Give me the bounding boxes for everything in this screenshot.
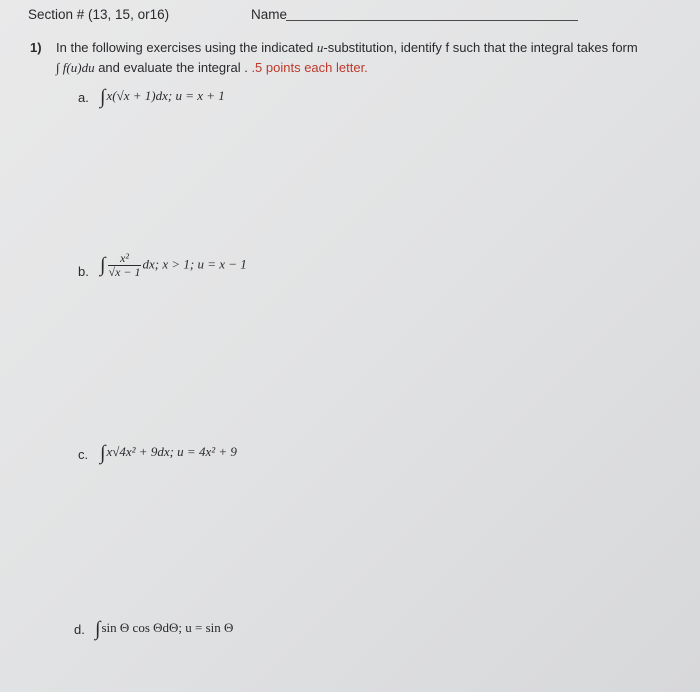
item-b-denominator: √x − 1 <box>108 265 141 279</box>
integral-sign: ∫ <box>100 442 106 464</box>
item-c-expression: x√4x² + 9dx; u = 4x² + 9 <box>106 444 237 459</box>
item-b-label: b. <box>78 264 89 279</box>
item-d-expression: sin Θ cos ΘdΘ; u = sin Θ <box>101 620 234 635</box>
section-label: Section # (13, 15, or16) <box>28 7 170 22</box>
question-line2 <box>56 60 368 76</box>
item-b-formula <box>100 252 247 279</box>
question-number: 1) <box>30 40 42 55</box>
item-b-fraction <box>108 252 140 279</box>
item-d-label: d. <box>74 622 85 637</box>
integral-sign: ∫ <box>100 254 106 277</box>
item-c-formula <box>100 442 237 465</box>
question-line2-text: and evaluate the integral . <box>94 60 252 75</box>
item-b-rest: dx; x > 1; u = x − 1 <box>142 256 247 272</box>
integral-sign: ∫ <box>95 618 101 640</box>
name-blank-line <box>286 20 578 21</box>
item-a-formula <box>100 86 225 109</box>
question-text-part1: In the following exercises using the indicated <box>56 40 317 55</box>
item-d-formula <box>95 618 233 641</box>
question-text <box>56 40 686 56</box>
form-expression: ∫ f(u)du <box>56 60 95 75</box>
name-label: Name <box>251 7 288 22</box>
item-b-numerator: x² <box>120 251 129 265</box>
item-a-expression: x(√x + 1)dx; u = x + 1 <box>106 88 225 103</box>
item-a-label: a. <box>78 90 89 105</box>
question-text-u: u <box>316 40 324 55</box>
question-text-part2: -substitution, identify f such that the integral takes form <box>323 40 638 55</box>
integral-sign: ∫ <box>100 86 106 108</box>
item-c-label: c. <box>78 447 89 462</box>
points-note: .5 points each letter. <box>251 60 368 75</box>
